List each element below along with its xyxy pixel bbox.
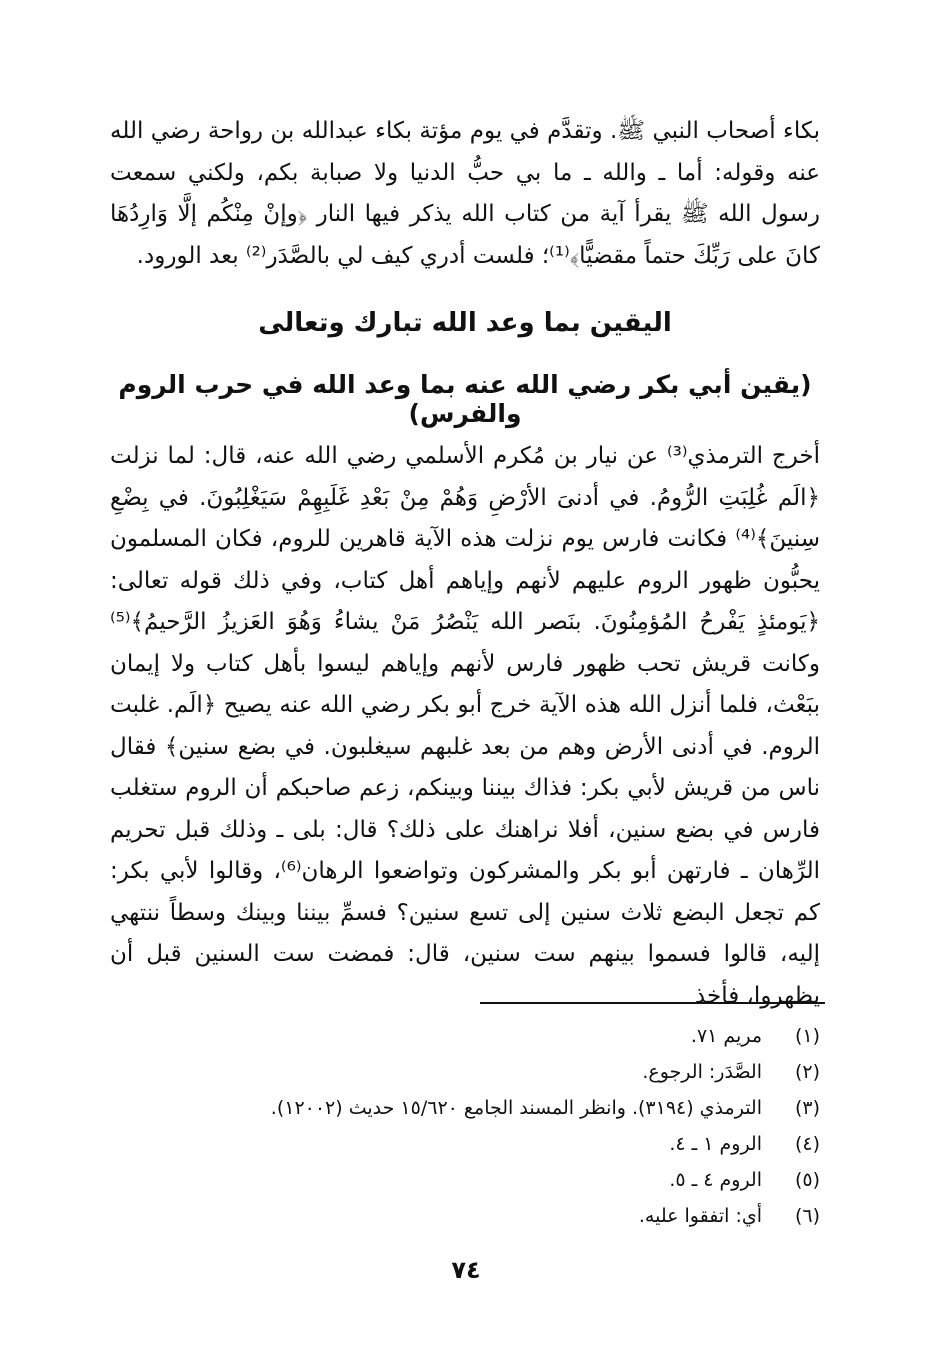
hadith-paragraph xyxy=(110,436,820,1017)
footnote-number: (١) xyxy=(794,1025,820,1047)
footnote-divider xyxy=(480,1002,825,1004)
footnote-text: أي: اتفقوا عليه. xyxy=(638,1205,762,1227)
intro-paragraph-text: بكاء أصحاب النبي ﷺ. وتقدَّم في يوم مؤتة بكاء عبدالله بن رواحة رضي الله عنه وقوله: أما ـ والله ـ ما بي حبُّ الدنيا ولا صبابة بكم، ولكني سمعت رسول الله ﷺ يقرأ آية من كتاب الله يذكر فيها النار ﴿وإنْ مِنْكُم إلَّا وَارِدُهَا كانَ على رَبِّكَ حتماً مقضيًّا﴾⁽¹⁾؛ فلست أدري كيف لي بالصَّدَر⁽²⁾ بعد الورود. xyxy=(110,118,820,269)
footnote-item xyxy=(110,1018,820,1054)
footnote-text: الروم ٤ ـ ٥. xyxy=(669,1169,762,1191)
footnote-number: (٥) xyxy=(794,1169,820,1191)
footnote-text: الصَّدَر: الرجوع. xyxy=(642,1061,762,1083)
footnote-text: الترمذي (٣١٩٤). وانظر المسند الجامع ١٥/٦٢٠ حديث (١٢٠٠٢). xyxy=(270,1097,762,1119)
page-number: ٧٤ xyxy=(451,1256,481,1284)
footnotes-list xyxy=(110,1018,820,1234)
footnote-number: (٢) xyxy=(794,1061,820,1083)
footnote-text: الروم ١ ـ ٤. xyxy=(669,1133,762,1155)
section-subheading: (يقين أبي بكر رضي الله عنه بما وعد الله في حرب الروم والفرس) xyxy=(118,370,812,428)
footnote-text: مريم ٧١. xyxy=(690,1025,762,1047)
footnote-item xyxy=(110,1126,820,1162)
footnote-number: (٣) xyxy=(794,1097,820,1119)
footnote-item xyxy=(110,1090,820,1126)
footnote-number: (٦) xyxy=(794,1205,820,1227)
footnote-item xyxy=(110,1198,820,1234)
section-heading: اليقين بما وعد الله تبارك وتعالى xyxy=(258,308,672,338)
intro-paragraph xyxy=(110,111,820,277)
hadith-paragraph-text: أخرج الترمذي⁽³⁾ عن نيار بن مُكرم الأسلمي رضي الله عنه، قال: لما نزلت ﴿الَم غُلِبَتِ الرُّومُ. في أدنىَ الأرْضِ وَهُمْ مِنْ بَعْدِ غَلَبِهِمْ سَيَغْلِبُونَ. في بِضْعِ سِنينَ﴾⁽⁴⁾ فكانت فارس يوم نزلت هذه الآية قاهرين للروم، فكان المسلمون يحبُّون ظهور الروم عليهم لأنهم وإياهم أهل كتاب، وفي ذلك قوله تعالى: ﴿يَومئذٍ يَفْرحُ المُؤمِنُونَ. بنَصر الله يَنْصُرُ مَنْ يشاءُ وَهُوَ العَزيزُ الرَّحيمُ﴾⁽⁵⁾ وكانت قريش تحب ظهور فارس لأنهم وإياهم ليسوا بأهل كتاب ولا إيمان ببَعْث، فلما أنزل الله هذه الآية خرج أبو بكر رضي الله عنه يصيح ﴿الَم. غلبت الروم. في أدنى الأرض وهم من بعد غلبهم سيغلبون. في بضع سنين﴾ فقال ناس من قريش لأبي بكر: فذاك بيننا وبينكم، زعم صاحبكم أن الروم ستغلب فارس في بضع سنين، أفلا نراهنك على ذلك؟ قال: بلى ـ وذلك قبل تحريم الرِّهان ـ فارتهن أبو بكر والمشركون وتواضعوا الرهان⁽⁶⁾، وقالوا لأبي بكر: كم تجعل البضع ثلاث سنين إلى تسع سنين؟ فسمِّ بيننا وبينك وسطاً ننتهي إليه، قالوا فسموا بينهم ست سنين، قال: فمضت ست السنين قبل أن يظهروا، فأخذ xyxy=(110,443,820,1009)
footnote-item xyxy=(110,1162,820,1198)
footnote-item xyxy=(110,1054,820,1090)
footnote-number: (٤) xyxy=(794,1133,820,1155)
